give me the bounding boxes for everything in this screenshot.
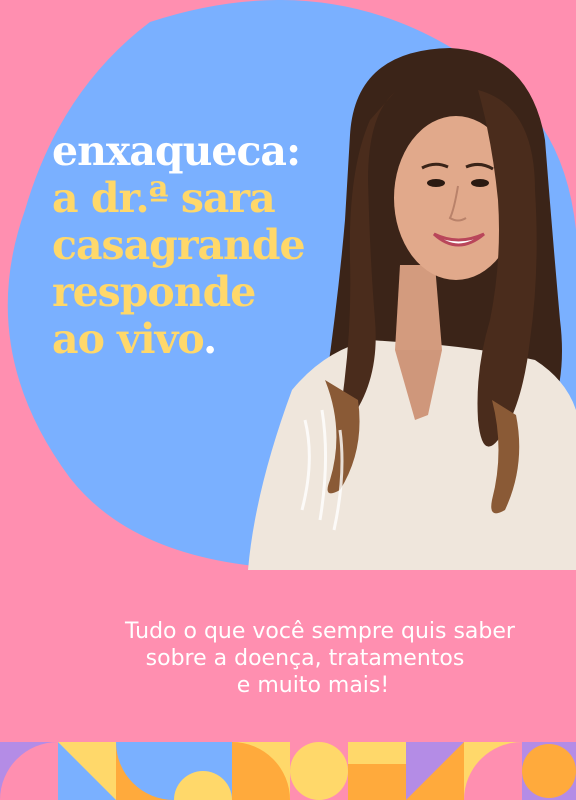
headline-line-4: responde <box>52 268 256 316</box>
subtitle <box>0 618 576 699</box>
headline <box>52 128 305 363</box>
headline-line-5-wrapper <box>52 316 305 363</box>
subtitle-line-2: sobre a doença, tratamentos <box>145 646 465 671</box>
headline-line-3: casagrande <box>52 221 305 269</box>
headline-period: . <box>203 315 217 363</box>
headline-line-2: a dr.ª sara <box>52 174 275 222</box>
decorative-pattern-strip <box>0 742 576 800</box>
subtitle-line-1: Tudo o que você sempre quis saber <box>125 619 515 644</box>
headline-line-5: ao vivo <box>52 315 204 363</box>
subtitle-line-3: e muito mais! <box>236 673 390 698</box>
headline-line-1: enxaqueca: <box>52 127 301 175</box>
